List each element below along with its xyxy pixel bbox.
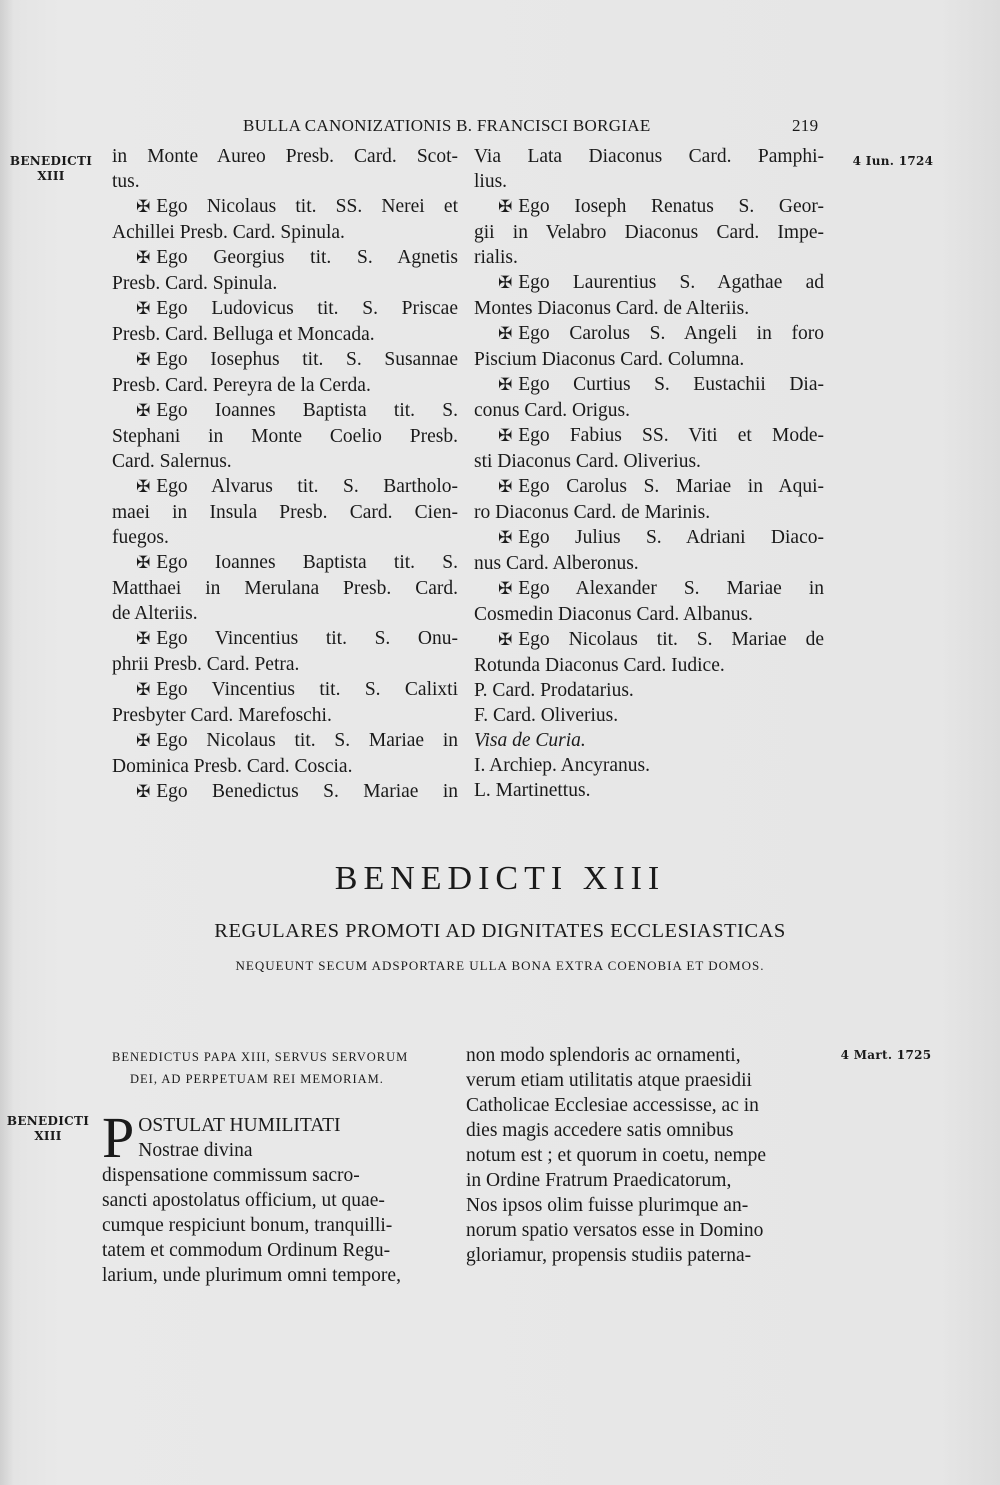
margin-note-left-top: BENEDICTI XIII xyxy=(9,154,93,183)
drop-cap: P xyxy=(102,1105,135,1170)
text-line: Cosmedin Diaconus Card. Albanus. xyxy=(474,604,753,625)
text-line: Card. Salernus. xyxy=(112,451,232,472)
margin-note-left-bottom: BENEDICTI XIII xyxy=(6,1114,90,1143)
left-column xyxy=(112,144,458,805)
section-subtitle-2: NEQUEUNT SECUM ADSPORTARE ULLA BONA EXTRA COENOBIA ET DOMOS. xyxy=(235,958,765,973)
text-line: ✠ Ego Nicolaus tit. S. Mariae de xyxy=(498,629,824,650)
text-line: ✠ Ego Nicolaus tit. S. Mariae in xyxy=(136,730,458,751)
text-line: sti Diaconus Card. Oliverius. xyxy=(474,451,701,472)
text-line: ✠ Ego Julius S. Adriani Diaco- xyxy=(498,527,824,548)
text-line: Presb. Card. Belluga et Moncada. xyxy=(112,324,375,345)
text-line: ro Diaconus Card. de Marinis. xyxy=(474,502,711,523)
cross-icon: ✠ xyxy=(498,528,513,548)
text-line: ✠ Ego Carolus S. Mariae in Aqui- xyxy=(498,476,824,497)
text-line: Catholicae Ecclesiae accessisse, ac in xyxy=(466,1095,759,1116)
margin-date-mid: 4 Mart. 1725 xyxy=(840,1048,932,1062)
text-line: phrii Presb. Card. Petra. xyxy=(112,654,300,675)
cross-icon: ✠ xyxy=(498,324,513,344)
text-line: tatem et commodum Ordinum Regu- xyxy=(102,1240,391,1261)
cross-icon: ✠ xyxy=(136,350,151,370)
text-line: lius. xyxy=(474,171,508,192)
text-line: ✠ Ego Alexander S. Mariae in xyxy=(498,578,824,599)
text-line: ✠ Ego Laurentius S. Agathae ad xyxy=(498,272,824,293)
cross-icon: ✠ xyxy=(136,629,151,649)
text-line: ✠ Ego Fabius SS. Viti et Mode- xyxy=(498,425,824,446)
text-line: ✠ Ego Ludovicus tit. S. Priscae xyxy=(136,298,458,319)
text-line: I. Archiep. Ancyranus. xyxy=(474,755,650,776)
text-line: Dominica Presb. Card. Coscia. xyxy=(112,756,353,777)
cross-icon: ✠ xyxy=(136,248,151,268)
text-line: verum etiam utilitatis atque praesidii xyxy=(466,1070,752,1091)
text-line: Presb. Card. Spinula. xyxy=(112,273,278,294)
text-line: ✠ Ego Iosephus tit. S. Susannae xyxy=(136,349,458,370)
cross-icon: ✠ xyxy=(136,680,151,700)
body-right-column xyxy=(466,1043,824,1268)
margin-date-top: 4 Iun. 1724 xyxy=(852,154,934,168)
text-line: ✠ Ego Vincentius tit. S. Onu- xyxy=(136,628,458,649)
text-line: in Ordine Fratrum Praedicatorum, xyxy=(466,1170,732,1191)
text-line: ✠ Ego Ioannes Baptista tit. S. xyxy=(136,400,458,421)
cross-icon: ✠ xyxy=(498,197,513,217)
cross-icon: ✠ xyxy=(498,375,513,395)
right-column xyxy=(474,144,824,803)
text-line: L. Martinettus. xyxy=(474,780,591,801)
text-line: Montes Diaconus Card. de Alteriis. xyxy=(474,298,750,319)
text-line: ✠ Ego Curtius S. Eustachii Dia- xyxy=(498,374,824,395)
cross-icon: ✠ xyxy=(498,477,513,497)
text-line: OSTULAT HUMILITATI Nostrae divina xyxy=(138,1115,341,1161)
cross-icon: ✠ xyxy=(498,426,513,446)
text-line: Rotunda Diaconus Card. Iudice. xyxy=(474,655,725,676)
text-line: Nos ipsos olim fuisse plurimque an- xyxy=(466,1195,749,1216)
text-line: Stephani in Monte Coelio Presb. xyxy=(112,426,458,447)
cross-icon: ✠ xyxy=(498,273,513,293)
text-line: ✠ Ego Georgius tit. S. Agnetis xyxy=(136,247,458,268)
text-line: Piscium Diaconus Card. Columna. xyxy=(474,349,745,370)
cross-icon: ✠ xyxy=(136,477,151,497)
text-line: maei in Insula Presb. Card. Cien- xyxy=(112,502,458,523)
cross-icon: ✠ xyxy=(498,579,513,599)
text-line: Matthaei in Merulana Presb. Card. xyxy=(112,578,458,599)
text-line: dies magis accedere satis omnibus xyxy=(466,1120,734,1141)
text-line: sancti apostolatus officium, ut quae- xyxy=(102,1190,385,1211)
text-line: Achillei Presb. Card. Spinula. xyxy=(112,222,345,243)
text-line: cumque respiciunt bonum, tranquilli- xyxy=(102,1215,393,1236)
section-title: BENEDICTI XIII xyxy=(334,860,666,897)
text-line: gloriamur, propensis studiis paterna- xyxy=(466,1245,752,1266)
text-line: ✠ Ego Benedictus S. Mariae in xyxy=(136,781,458,802)
text-line: tus. xyxy=(112,171,140,192)
cross-icon: ✠ xyxy=(136,731,151,751)
bull-address: BENEDICTUS PAPA XIII, SERVUS SERVORUM DEI, AD PERPETUAM REI MEMORIAM. xyxy=(112,1050,409,1086)
text-line: gii in Velabro Diaconus Card. Impe- xyxy=(474,222,824,243)
text-line: Presb. Card. Pereyra de la Cerda. xyxy=(112,375,371,396)
text-line: ✠ Ego Nicolaus tit. SS. Nerei et xyxy=(136,196,458,217)
text-line: rialis. xyxy=(474,247,518,268)
text-line: larium, unde plurimum omni tempore, xyxy=(102,1265,401,1286)
text-line: conus Card. Origus. xyxy=(474,400,630,421)
text-line: fuegos. xyxy=(112,527,169,548)
text-line: norum spatio versatos esse in Domino xyxy=(466,1220,764,1241)
section-subtitle: REGULARES PROMOTI AD DIGNITATES ECCLESIASTICAS xyxy=(214,920,786,942)
text-line: ✠ Ego Ioseph Renatus S. Geor- xyxy=(498,196,824,217)
text-line: non modo splendoris ac ornamenti, xyxy=(466,1045,741,1066)
text-line: ✠ Ego Ioannes Baptista tit. S. xyxy=(136,552,458,573)
running-header xyxy=(0,116,1000,140)
cross-icon: ✠ xyxy=(498,630,513,650)
text-line: dispensatione commissum sacro- xyxy=(102,1165,360,1186)
body-left-column xyxy=(102,1105,458,1288)
cross-icon: ✠ xyxy=(136,782,151,802)
text-line: Via Lata Diaconus Card. Pamphi- xyxy=(474,146,824,167)
text-line: Presbyter Card. Marefoschi. xyxy=(112,705,332,726)
text-line: F. Card. Oliverius. xyxy=(474,705,619,726)
cross-icon: ✠ xyxy=(136,299,151,319)
cross-icon: ✠ xyxy=(136,553,151,573)
text-line: notum est ; et quorum in coetu, nempe xyxy=(466,1145,767,1166)
running-title: BULLA CANONIZATIONIS B. FRANCISCI BORGIAE xyxy=(243,116,651,135)
cross-icon: ✠ xyxy=(136,401,151,421)
text-line: ✠ Ego Carolus S. Angeli in foro xyxy=(498,323,824,344)
text-line: Visa de Curia. xyxy=(474,730,586,751)
cross-icon: ✠ xyxy=(136,197,151,217)
text-line: P. Card. Prodatarius. xyxy=(474,680,634,701)
text-line: de Alteriis. xyxy=(112,603,198,624)
page-number: 219 xyxy=(792,116,819,135)
text-line: nus Card. Alberonus. xyxy=(474,553,639,574)
text-line: in Monte Aureo Presb. Card. Scot- xyxy=(112,146,458,167)
text-line: ✠ Ego Alvarus tit. S. Bartholo- xyxy=(136,476,458,497)
text-line: ✠ Ego Vincentius tit. S. Calixti xyxy=(136,679,458,700)
